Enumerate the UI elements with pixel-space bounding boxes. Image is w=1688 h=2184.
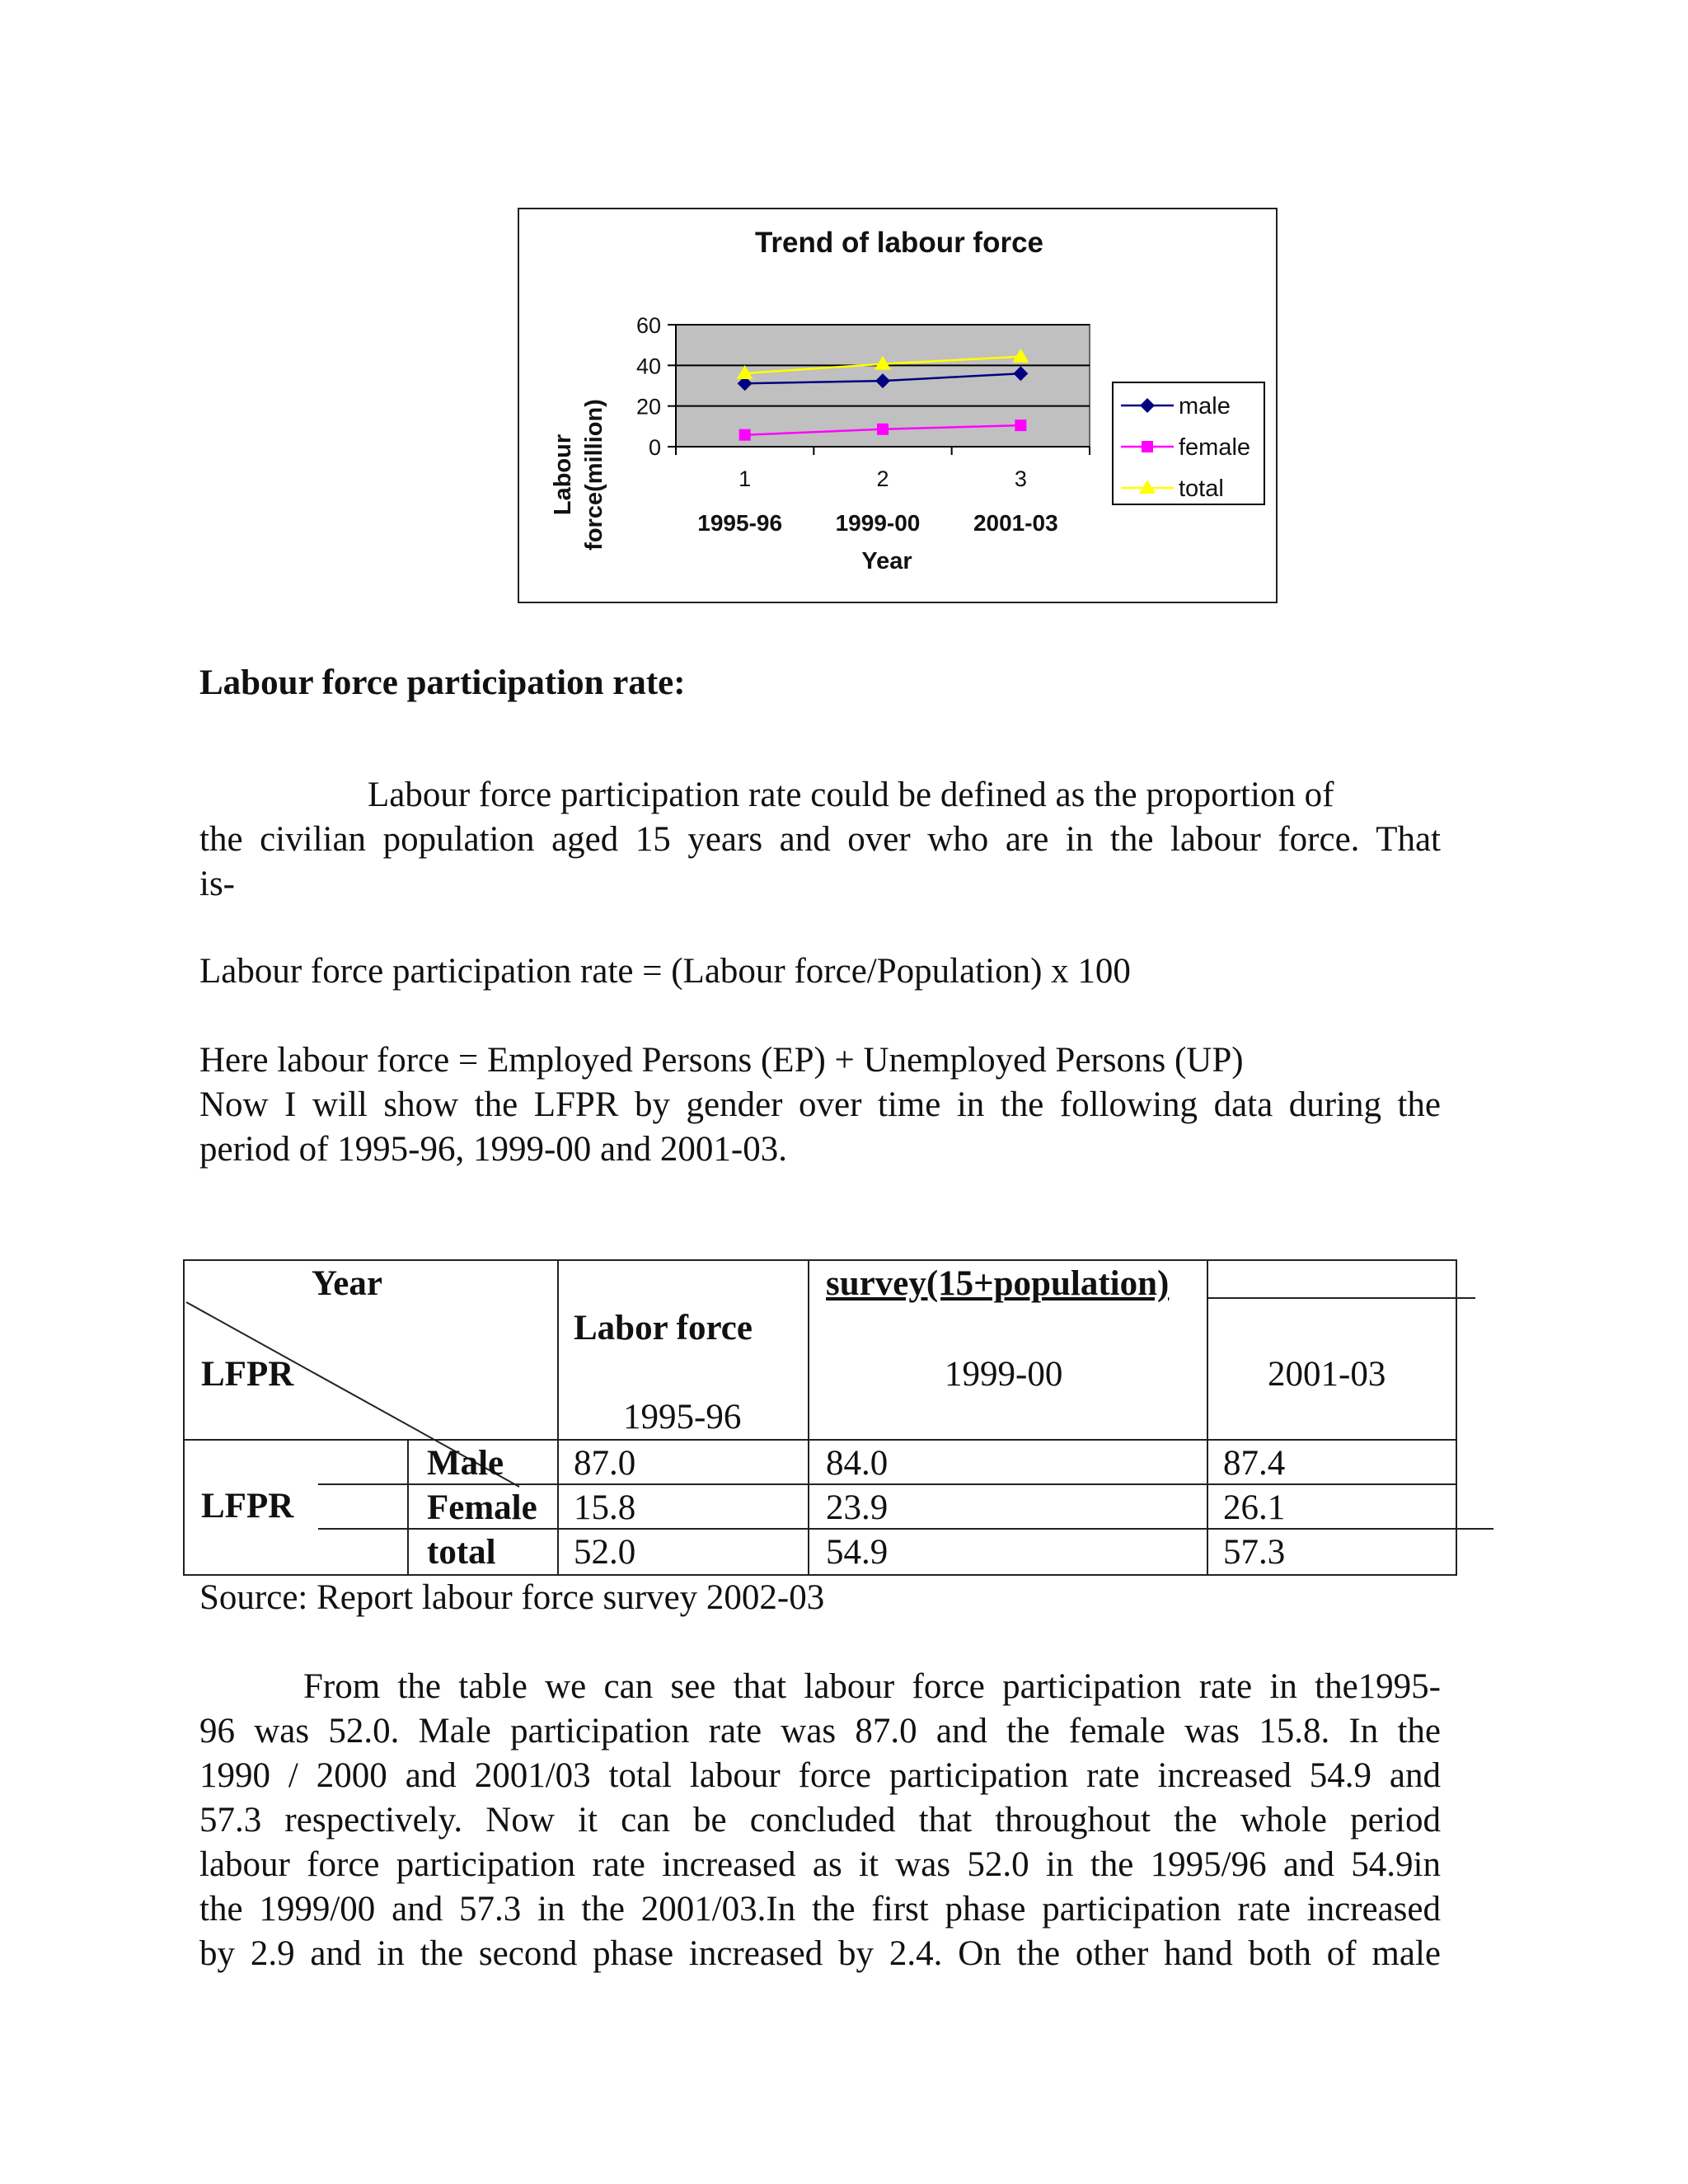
table-survey-label: survey(15+population): [826, 1264, 1170, 1303]
conclusion-line-1: From the table we can see that labour force participation rate in the1995-: [303, 1667, 1441, 1706]
conclusion-paragraph: [199, 1665, 1441, 1976]
chart-point-female-2001-03: [1015, 419, 1026, 431]
table-year-2: 1999-00: [945, 1355, 1063, 1394]
table-cell-total-1995: 52.0: [574, 1533, 636, 1572]
chart-ylabel-line2: force(million): [581, 399, 607, 551]
chart-canvas: [519, 209, 1279, 605]
conclusion-line-5: labour force participation rate increased as it was 52.0 in the 1995/96 and 54.9in: [199, 1845, 1441, 1884]
table-year-label: Year: [312, 1264, 382, 1303]
chart-xtick-label-1: 1: [738, 466, 752, 491]
conclusion-line-7: by 2.9 and in the second phase increased by 2.4. On the other hand both of male: [199, 1934, 1441, 1973]
table-row-label-female: Female: [427, 1488, 537, 1527]
table-labor-force-label: Labor force: [574, 1309, 753, 1347]
table-cell-female-1995: 15.8: [574, 1488, 636, 1527]
para2-line-2: Now I will show the LFPR by gender over time in the following data during the: [199, 1085, 1441, 1124]
table-cell-total-1999: 54.9: [826, 1533, 889, 1572]
chart-xtick-label-3: 3: [1014, 466, 1027, 491]
chart-category-label-1999-00: 1999-00: [835, 510, 921, 536]
chart-legend-label-total: total: [1179, 476, 1224, 502]
chart-category-label-2001-03: 2001-03: [973, 510, 1058, 536]
chart-plot-area: [636, 313, 1090, 536]
table-row-label-total: total: [427, 1533, 496, 1572]
chart-point-female-1999-00: [877, 424, 889, 435]
table-row-divider-2: [318, 1528, 1493, 1530]
para1-line-2: the civilian population aged 15 years and over who are in the labour force. That: [199, 820, 1441, 859]
lfpr-table: [183, 1259, 1457, 1576]
table-cell-total-2001: 57.3: [1223, 1533, 1286, 1572]
chart-legend-label-male: male: [1179, 393, 1231, 419]
formula-line: Labour force participation rate = (Labour force/Population) x 100: [199, 952, 1131, 991]
table-survey-underline: [1208, 1297, 1475, 1299]
table-cell-male-2001: 87.4: [1223, 1444, 1286, 1483]
chart-ytick-label-0: 0: [648, 435, 661, 460]
table-year-3: 2001-03: [1268, 1355, 1386, 1394]
para2-line-1: Here labour force = Employed Persons (EP) + Unemployed Persons (UP): [199, 1041, 1244, 1080]
table-col-line-2: [808, 1259, 809, 1576]
labour-force-trend-chart: [518, 208, 1278, 603]
conclusion-line-3: 1990 / 2000 and 2001/03 total labour force participation rate increased 54.9 and: [199, 1756, 1441, 1795]
table-cell-female-1999: 23.9: [826, 1488, 889, 1527]
para1-line-3: is-: [199, 865, 235, 903]
para2-line-3: period of 1995-96, 1999-00 and 2001-03.: [199, 1130, 787, 1169]
chart-ylabel-line1: Labour: [550, 434, 576, 516]
table-source: Source: Report labour force survey 2002-03: [199, 1578, 825, 1617]
chart-legend: [1113, 382, 1264, 504]
table-row-group-label: LFPR: [201, 1487, 294, 1526]
table-row-label-male: Male: [427, 1444, 504, 1483]
table-lfpr-header-label: LFPR: [201, 1355, 294, 1394]
conclusion-line-4: 57.3 respectively. Now it can be concluded that throughout the whole period: [199, 1801, 1441, 1840]
conclusion-line-2: 96 was 52.0. Male participation rate was 87.0 and the female was 15.8. In the: [199, 1712, 1441, 1750]
chart-legend-label-female: female: [1179, 434, 1251, 461]
chart-ytick-label-60: 60: [635, 313, 661, 338]
chart-title: Trend of labour force: [754, 227, 1044, 259]
chart-xlabel: Year: [861, 548, 912, 574]
table-cell-male-1995: 87.0: [574, 1444, 636, 1483]
table-cell-male-1999: 84.0: [826, 1444, 889, 1483]
para1-line-1: Labour force participation rate could be defined as the proportion of: [368, 776, 1334, 814]
chart-category-label-1995-96: 1995-96: [697, 510, 783, 536]
chart-ytick-label-40: 40: [635, 354, 661, 379]
table-year-1: 1995-96: [623, 1398, 742, 1436]
chart-legend-marker-female: [1142, 441, 1153, 452]
table-cell-female-2001: 26.1: [1223, 1488, 1286, 1527]
table-col-line-3: [1207, 1259, 1208, 1576]
section-heading: Labour force participation rate:: [199, 663, 686, 702]
conclusion-line-6: the 1999/00 and 57.3 in the 2001/03.In the first phase participation rate increased: [199, 1890, 1441, 1929]
chart-ytick-label-20: 20: [635, 394, 661, 419]
chart-xtick-label-2: 2: [876, 466, 889, 491]
chart-point-female-1995-96: [739, 429, 751, 441]
